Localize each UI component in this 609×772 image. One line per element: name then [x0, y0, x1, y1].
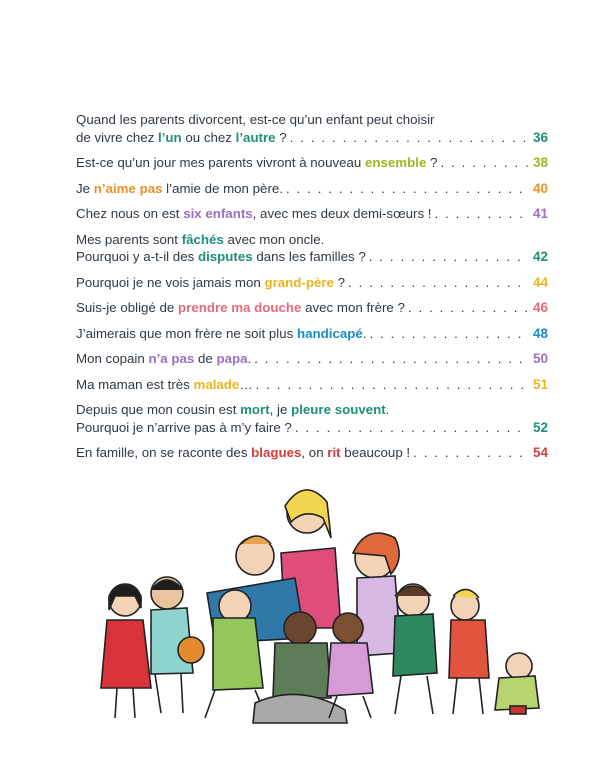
entry-text: Chez nous on est	[76, 206, 184, 221]
leader-dots	[369, 248, 528, 266]
toc-entry[interactable]	[76, 205, 548, 223]
toc-entry[interactable]	[76, 274, 548, 292]
group-of-children-illustration	[95, 478, 545, 728]
entry-text: Depuis que mon cousin est	[76, 402, 241, 417]
leader-dots	[290, 129, 528, 147]
highlighted-keyword: disputes	[197, 249, 253, 264]
leader-dots	[440, 154, 528, 172]
entry-last-line	[76, 205, 548, 223]
page-number[interactable]: 36	[532, 129, 548, 145]
entry-text: …	[239, 376, 253, 392]
entry-text: Est-ce qu’un jour mes parents vivront à nouveau	[76, 155, 365, 170]
toc-entry[interactable]	[76, 401, 548, 436]
entry-title	[76, 205, 431, 223]
highlighted-keyword: prendre ma douche	[178, 300, 302, 315]
entry-last-line	[76, 180, 548, 198]
entry-text: J’aimerais que mon frère ne soit plus	[76, 325, 297, 341]
entry-text: ou chez	[181, 129, 236, 145]
toc-entry[interactable]	[76, 231, 548, 266]
page-number[interactable]: 44	[532, 274, 548, 290]
highlighted-keyword: n’a pas	[148, 351, 195, 366]
leader-dots	[408, 299, 528, 317]
entry-text: .	[247, 351, 252, 366]
entry-title	[76, 350, 251, 368]
toc-entry[interactable]	[76, 154, 548, 172]
entry-text: Suis-je obligé de	[76, 300, 179, 315]
toc-entry[interactable]	[76, 444, 548, 462]
page-number[interactable]: 50	[532, 351, 548, 366]
entry-title	[76, 444, 410, 462]
entry-text: , je	[269, 402, 292, 417]
page-number[interactable]: 48	[532, 325, 548, 341]
leader-dots	[413, 444, 528, 462]
entry-text: Pourquoi y a-t-il des	[76, 249, 198, 264]
page-number[interactable]: 52	[532, 419, 548, 435]
entry-title	[76, 376, 253, 394]
highlighted-keyword: blagues	[251, 445, 302, 460]
leader-dots	[348, 274, 528, 292]
entry-title	[76, 154, 437, 172]
entry-text: avec mon frère ?	[301, 300, 405, 315]
entry-title	[76, 129, 287, 147]
entry-text: , avec mes deux demi-sœurs !	[252, 206, 432, 221]
highlighted-keyword: pleure souvent	[291, 402, 386, 417]
entry-text: Mon copain	[76, 351, 149, 366]
entry-last-line	[76, 325, 548, 343]
leader-dots	[434, 205, 527, 223]
highlighted-keyword: rit	[327, 445, 341, 460]
entry-text: avec mon oncle.	[223, 231, 325, 247]
entry-last-line	[76, 274, 548, 292]
entry-title	[76, 274, 345, 292]
toc-entry[interactable]	[76, 325, 548, 343]
entry-text: dans les familles ?	[252, 249, 366, 264]
entry-last-line	[76, 419, 548, 437]
toc-entry[interactable]	[76, 376, 548, 394]
highlighted-keyword: l’un	[158, 129, 182, 145]
page-number[interactable]: 54	[532, 445, 548, 460]
entry-last-line	[76, 248, 548, 266]
entry-text: ?	[426, 155, 438, 170]
entry-title	[76, 180, 283, 198]
leader-dots	[295, 419, 528, 437]
highlighted-keyword: handicapé	[296, 325, 363, 341]
entry-title	[76, 325, 366, 343]
leader-dots	[369, 325, 528, 343]
entry-text: ?	[275, 129, 287, 145]
toc-entry[interactable]	[76, 299, 548, 317]
entry-text: .	[362, 325, 367, 341]
entry-text: Pourquoi je ne vois jamais mon	[76, 274, 265, 290]
entry-last-line	[76, 376, 548, 394]
entry-last-line	[76, 444, 548, 462]
highlighted-keyword: six enfants	[183, 206, 253, 221]
entry-text: En famille, on se raconte des	[76, 445, 252, 460]
leader-dots	[286, 180, 528, 198]
toc-entry[interactable]	[76, 350, 548, 368]
entry-text: ?	[333, 274, 346, 290]
highlighted-keyword: ensemble	[365, 155, 427, 170]
toc-entry[interactable]	[76, 111, 548, 146]
entry-text: Mes parents sont	[76, 231, 182, 247]
page-number[interactable]: 51	[532, 376, 548, 392]
table-of-contents	[76, 111, 548, 470]
leader-dots	[256, 376, 528, 394]
entry-last-line	[76, 154, 548, 172]
leader-dots	[254, 350, 528, 368]
page-number[interactable]: 41	[532, 206, 548, 221]
highlighted-keyword: malade	[193, 376, 240, 392]
entry-text: .	[385, 402, 390, 417]
highlighted-keyword: papa	[216, 351, 248, 366]
highlighted-keyword: l’autre	[235, 129, 276, 145]
entry-title	[76, 419, 292, 437]
entry-text: , on	[301, 445, 328, 460]
children-illustration-icon	[95, 478, 545, 728]
entry-last-line	[76, 350, 548, 368]
page-number[interactable]: 40	[532, 180, 548, 196]
toc-entry[interactable]	[76, 180, 548, 198]
highlighted-keyword: mort	[240, 402, 270, 417]
entry-text: de	[194, 351, 217, 366]
entry-line: Quand les parents divorcent, est-ce qu’un enfant peut choisir	[76, 112, 435, 127]
entry-title	[76, 299, 405, 317]
entry-text: de vivre chez	[76, 129, 159, 145]
highlighted-keyword: grand-père	[264, 274, 334, 290]
entry-text: Je	[76, 180, 94, 196]
entry-text: l’amie de mon père.	[162, 180, 283, 196]
entry-last-line	[76, 129, 548, 147]
highlighted-keyword: fâchés	[181, 231, 224, 247]
entry-line	[76, 231, 548, 249]
page-number[interactable]: 46	[532, 300, 548, 315]
entry-text: beaucoup !	[340, 445, 411, 460]
entry-line	[76, 401, 548, 419]
highlighted-keyword: n’aime pas	[93, 180, 163, 196]
page-number[interactable]: 38	[532, 155, 548, 170]
entry-title	[76, 248, 366, 266]
entry-text: Ma maman est très	[76, 376, 194, 392]
entry-last-line	[76, 299, 548, 317]
page-number[interactable]: 42	[532, 249, 548, 264]
entry-text: Pourquoi je n’arrive pas à m’y faire ?	[76, 419, 292, 435]
